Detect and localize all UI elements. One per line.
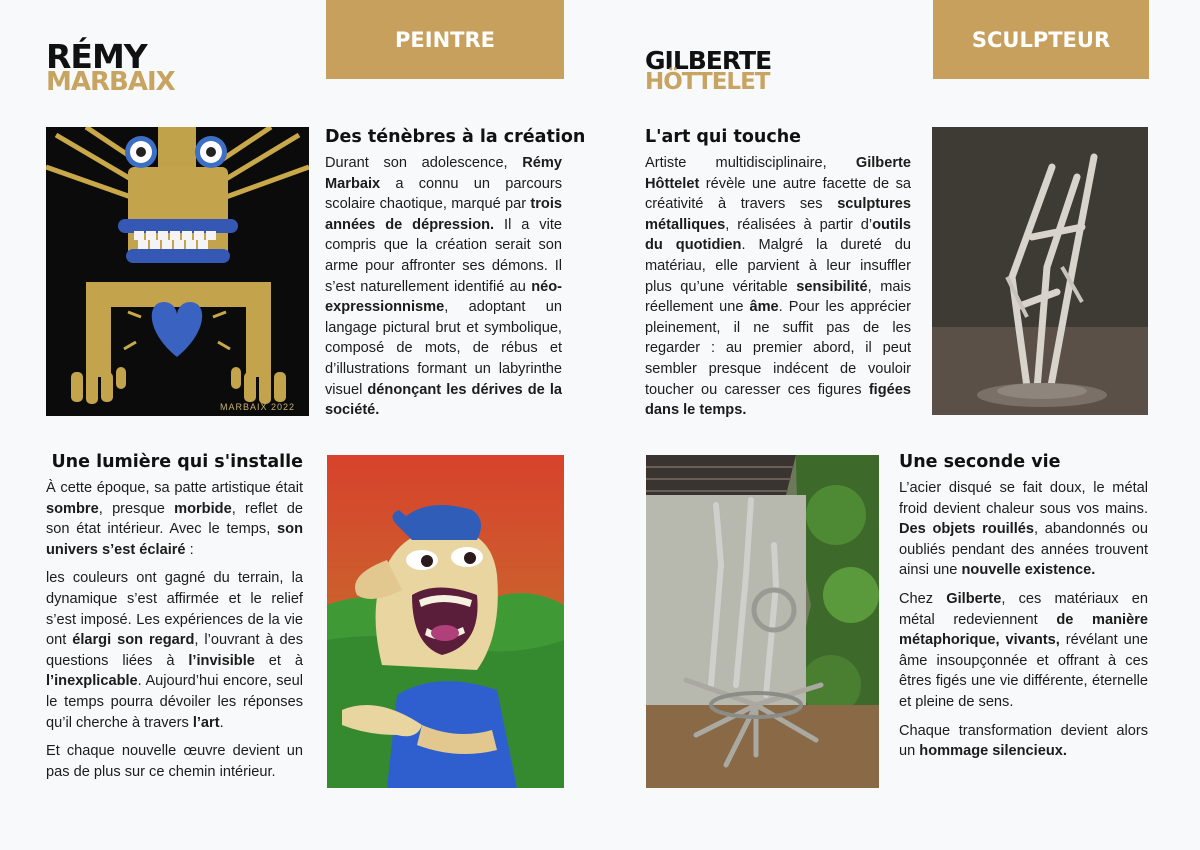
painting-signature: MARBAIX 2022	[219, 402, 295, 412]
bold-text: néo-expressionnisme	[325, 278, 562, 316]
bold-text: l’art	[192, 714, 220, 731]
bold-text: l’inexplicable	[46, 673, 138, 690]
artist-last-name: HÖTTELET	[645, 69, 770, 95]
bold-text: morbide	[174, 500, 232, 517]
bold-text: nouvelle existence.	[961, 562, 1096, 579]
section-darkness-to-creation	[325, 127, 586, 429]
paragraph: Et chaque nouvelle œuvre devient un pas de plus sur ce chemin intérieur.	[46, 743, 303, 780]
section-body	[645, 153, 911, 421]
artist-last-name: MARBAIX	[46, 67, 175, 97]
artist-first-name: RÉMY	[46, 37, 147, 76]
artist-name-right	[645, 48, 771, 94]
bold-text: trois années de dépression.	[325, 196, 562, 233]
paragraph: Chez Gilberte, ces matériaux en métal redeviennent de manière métaphorique, vivants, révélant une âme insoupçonnée et offrant à ces êtres figés une vie différente, éternelle et pleine de sens.	[899, 590, 1149, 710]
painting-screaming-man-image	[327, 455, 564, 788]
paragraph: les couleurs ont gagné du terrain, la dynamique s’est affirmée et le relief s’est imposé. Les expériences de la vie ont élargi son regard, l’ouvrant à des questions liées à l’invisible et à l’inexplicable. Aujourd’hui encore, seul le temps pourra dévoiler les réponses qu’il cherche à travers l’art.	[46, 570, 304, 731]
bold-text: Des objets rouillés	[899, 521, 1035, 538]
bold-text: sombre	[46, 500, 99, 517]
bold-text: élargi son regard	[72, 632, 195, 649]
bold-text: outils du quotidien	[645, 216, 911, 254]
paragraph: Chaque transformation devient alors un hommage silencieux.	[899, 722, 1148, 760]
sculpture-metal-figures-image	[932, 127, 1148, 415]
paragraph: Artiste multidisciplinaire, Gilberte Hôttelet révèle une autre facette de sa créativité à travers ses sculptures métalliques, réalisées à partir d’outils du quotidien. Malgré la dureté du matériau, elle parvient à leur insuffler plus qu’une véritable sensibilité, mais réellement une âme. Pour les apprécier pleinement, il ne suffit pas de les regarder : au premier abord, il peut sembler presque indécent de vouloir toucher ou caresser ces figures figées dans le temps.	[645, 155, 912, 419]
role-badge-sculptor: SCULPTEUR	[933, 0, 1149, 79]
bold-text: Gilberte	[946, 590, 1002, 607]
section-body	[899, 478, 1148, 762]
role-badge-painter: PEINTRE	[326, 0, 564, 79]
bold-text: âme	[749, 299, 779, 316]
section-heading: L'art qui touche	[645, 127, 802, 147]
paragraph: À cette époque, sa patte artistique était sombre, presque morbide, reflet de son état intérieur. Avec le temps, son univers s’est éclairé :	[46, 480, 304, 558]
painting-totem-image	[46, 127, 309, 416]
section-heading: Une lumière qui s'installe	[51, 452, 303, 472]
section-body	[46, 478, 303, 782]
bold-text: Rémy Marbaix	[325, 155, 562, 192]
bold-text: figées dans le temps.	[645, 381, 911, 419]
section-second-life	[899, 452, 1148, 770]
bold-text: de manière métaphorique, vivants,	[899, 611, 1149, 649]
section-heading: Une seconde vie	[899, 452, 1061, 472]
section-heading: Des ténèbres à la création	[325, 127, 586, 147]
bold-text: son univers s’est éclairé	[46, 521, 303, 558]
bold-text: l’invisible	[188, 652, 255, 669]
bold-text: sensibilité	[796, 278, 868, 295]
paragraph: Durant son adolescence, Rémy Marbaix a connu un parcours scolaire chaotique, marqué par trois années de dépression. Il a vite compris que la création serait son arme pour affronter ses démons. Il s’est naturellement identifié au néo-expressionnisme, adoptant un langage pictural brut et symbolique, composé de mots, de rébus et d’illustrations formant un labyrinthe visuel dénonçant les dérives de la société.	[325, 155, 562, 419]
section-body	[325, 153, 562, 421]
artist-first-name: GILBERTE	[645, 46, 772, 75]
bold-text: hommage silencieux.	[919, 743, 1067, 760]
bold-text: dénonçant les dérives de la société.	[325, 381, 562, 419]
section-art-that-touches	[645, 127, 911, 429]
sculpture-garden-image	[646, 455, 879, 788]
section-light-settles	[46, 452, 303, 790]
paragraph: L’acier disqué se fait doux, le métal froid devient chaleur sous vos mains. Des objets rouillés, abandonnés ou oubliés pendant des années trouvent ainsi une nouvelle existence.	[899, 480, 1148, 579]
bold-text: Gilberte Hôttelet	[645, 155, 911, 192]
bold-text: sculptures métalliques	[645, 196, 911, 233]
artist-name-left	[46, 37, 175, 97]
